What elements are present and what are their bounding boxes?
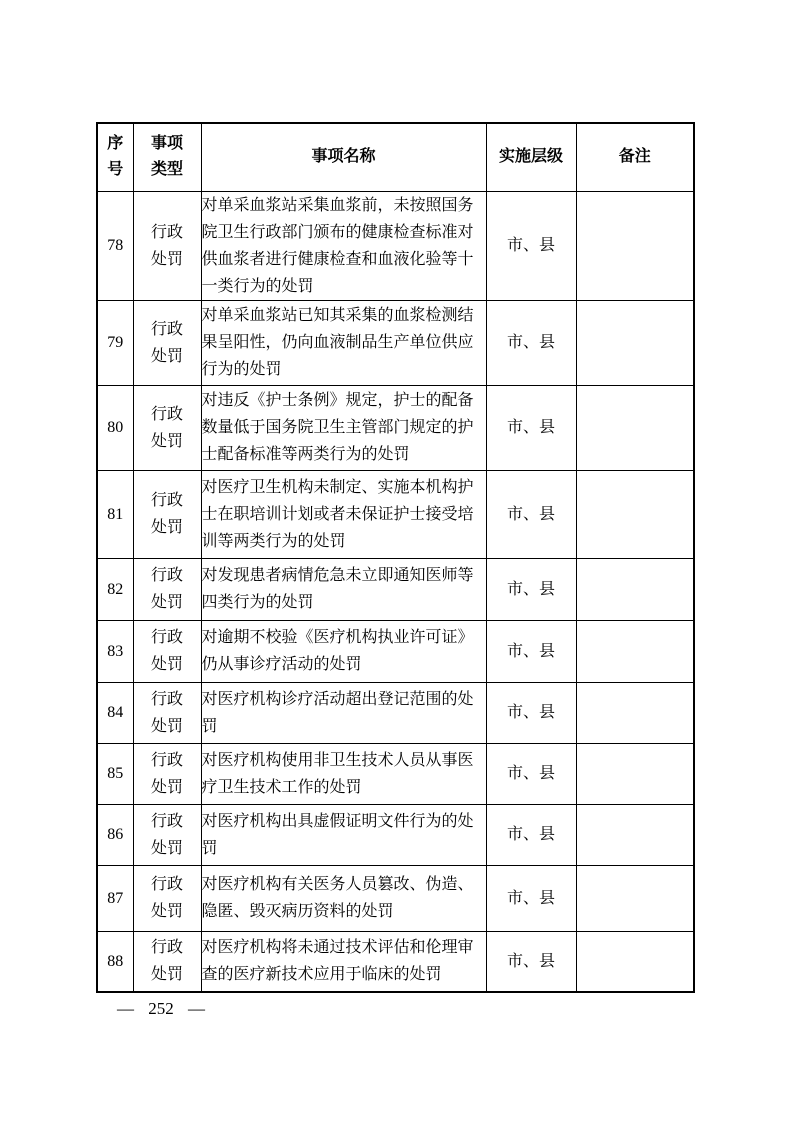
item-name-cell: 对违反《护士条例》规定，护士的配备数量低于国务院卫生主管部门规定的护士配备标准等两类行为的处罚 xyxy=(201,385,486,470)
level-cell: 市、县 xyxy=(486,865,576,931)
item-type-cell: 行政处罚 xyxy=(133,300,201,385)
penalty-items-table xyxy=(96,122,695,993)
item-name-cell: 对发现患者病情危急未立即通知医师等四类行为的处罚 xyxy=(201,558,486,620)
table-row xyxy=(97,804,694,865)
table-row xyxy=(97,470,694,558)
level-cell: 市、县 xyxy=(486,470,576,558)
header-实施层级 xyxy=(486,123,576,191)
remark-cell xyxy=(576,191,694,300)
row-number-cell: 80 xyxy=(97,385,133,470)
table-row xyxy=(97,385,694,470)
item-type-cell: 行政处罚 xyxy=(133,743,201,804)
item-name-cell: 对医疗机构使用非卫生技术人员从事医疗卫生技术工作的处罚 xyxy=(201,743,486,804)
level-cell: 市、县 xyxy=(486,682,576,743)
row-number-cell: 85 xyxy=(97,743,133,804)
row-number-cell: 78 xyxy=(97,191,133,300)
table-row xyxy=(97,865,694,931)
level-cell: 市、县 xyxy=(486,620,576,682)
table-row xyxy=(97,931,694,992)
header-label: 备注 xyxy=(618,148,651,166)
remark-cell xyxy=(576,300,694,385)
header-事项名称 xyxy=(201,123,486,191)
header-label: 序号 xyxy=(107,135,124,179)
item-type-cell: 行政处罚 xyxy=(133,385,201,470)
level-cell: 市、县 xyxy=(486,558,576,620)
remark-cell xyxy=(576,804,694,865)
remark-cell xyxy=(576,620,694,682)
item-name-cell: 对单采血浆站已知其采集的血浆检测结果呈阳性，仍向血液制品生产单位供应行为的处罚 xyxy=(201,300,486,385)
remark-cell xyxy=(576,558,694,620)
row-number-cell: 87 xyxy=(97,865,133,931)
header-label: 事项类型 xyxy=(150,135,183,179)
table-row xyxy=(97,743,694,804)
row-number-cell: 83 xyxy=(97,620,133,682)
level-cell: 市、县 xyxy=(486,385,576,470)
page-number: — 252 — xyxy=(117,999,205,1018)
table-row xyxy=(97,620,694,682)
item-type-cell: 行政处罚 xyxy=(133,470,201,558)
item-type-cell: 行政处罚 xyxy=(133,931,201,992)
item-type-cell: 行政处罚 xyxy=(133,682,201,743)
table-header-row xyxy=(97,123,694,191)
table-row xyxy=(97,682,694,743)
level-cell: 市、县 xyxy=(486,804,576,865)
row-number-cell: 86 xyxy=(97,804,133,865)
row-number-cell: 82 xyxy=(97,558,133,620)
level-cell: 市、县 xyxy=(486,743,576,804)
level-cell: 市、县 xyxy=(486,931,576,992)
item-type-cell: 行政处罚 xyxy=(133,620,201,682)
table-row xyxy=(97,191,694,300)
row-number-cell: 81 xyxy=(97,470,133,558)
item-name-cell: 对医疗机构出具虚假证明文件行为的处罚 xyxy=(201,804,486,865)
remark-cell xyxy=(576,931,694,992)
item-type-cell: 行政处罚 xyxy=(133,558,201,620)
remark-cell xyxy=(576,682,694,743)
remark-cell xyxy=(576,743,694,804)
item-name-cell: 对医疗机构有关医务人员篡改、伪造、隐匿、毁灭病历资料的处罚 xyxy=(201,865,486,931)
item-name-cell: 对单采血浆站采集血浆前，未按照国务院卫生行政部门颁布的健康检查标准对供血浆者进行健康检查和血液化验等十一类行为的处罚 xyxy=(201,191,486,300)
level-cell: 市、县 xyxy=(486,191,576,300)
remark-cell xyxy=(576,470,694,558)
header-label: 实施层级 xyxy=(498,148,563,166)
header-事项类型 xyxy=(133,123,201,191)
row-number-cell: 84 xyxy=(97,682,133,743)
item-name-cell: 对医疗机构将未通过技术评估和伦理审查的医疗新技术应用于临床的处罚 xyxy=(201,931,486,992)
item-name-cell: 对医疗机构诊疗活动超出登记范围的处罚 xyxy=(201,682,486,743)
level-cell: 市、县 xyxy=(486,300,576,385)
item-name-cell: 对医疗卫生机构未制定、实施本机构护士在职培训计划或者未保证护士接受培训等两类行为的处罚 xyxy=(201,470,486,558)
item-type-cell: 行政处罚 xyxy=(133,865,201,931)
item-name-cell: 对逾期不校验《医疗机构执业许可证》仍从事诊疗活动的处罚 xyxy=(201,620,486,682)
row-number-cell: 79 xyxy=(97,300,133,385)
header-序号 xyxy=(97,123,133,191)
table-row xyxy=(97,558,694,620)
table-row xyxy=(97,300,694,385)
item-type-cell: 行政处罚 xyxy=(133,804,201,865)
header-备注 xyxy=(576,123,694,191)
remark-cell xyxy=(576,865,694,931)
item-type-cell: 行政处罚 xyxy=(133,191,201,300)
row-number-cell: 88 xyxy=(97,931,133,992)
remark-cell xyxy=(576,385,694,470)
header-label: 事项名称 xyxy=(311,148,376,166)
